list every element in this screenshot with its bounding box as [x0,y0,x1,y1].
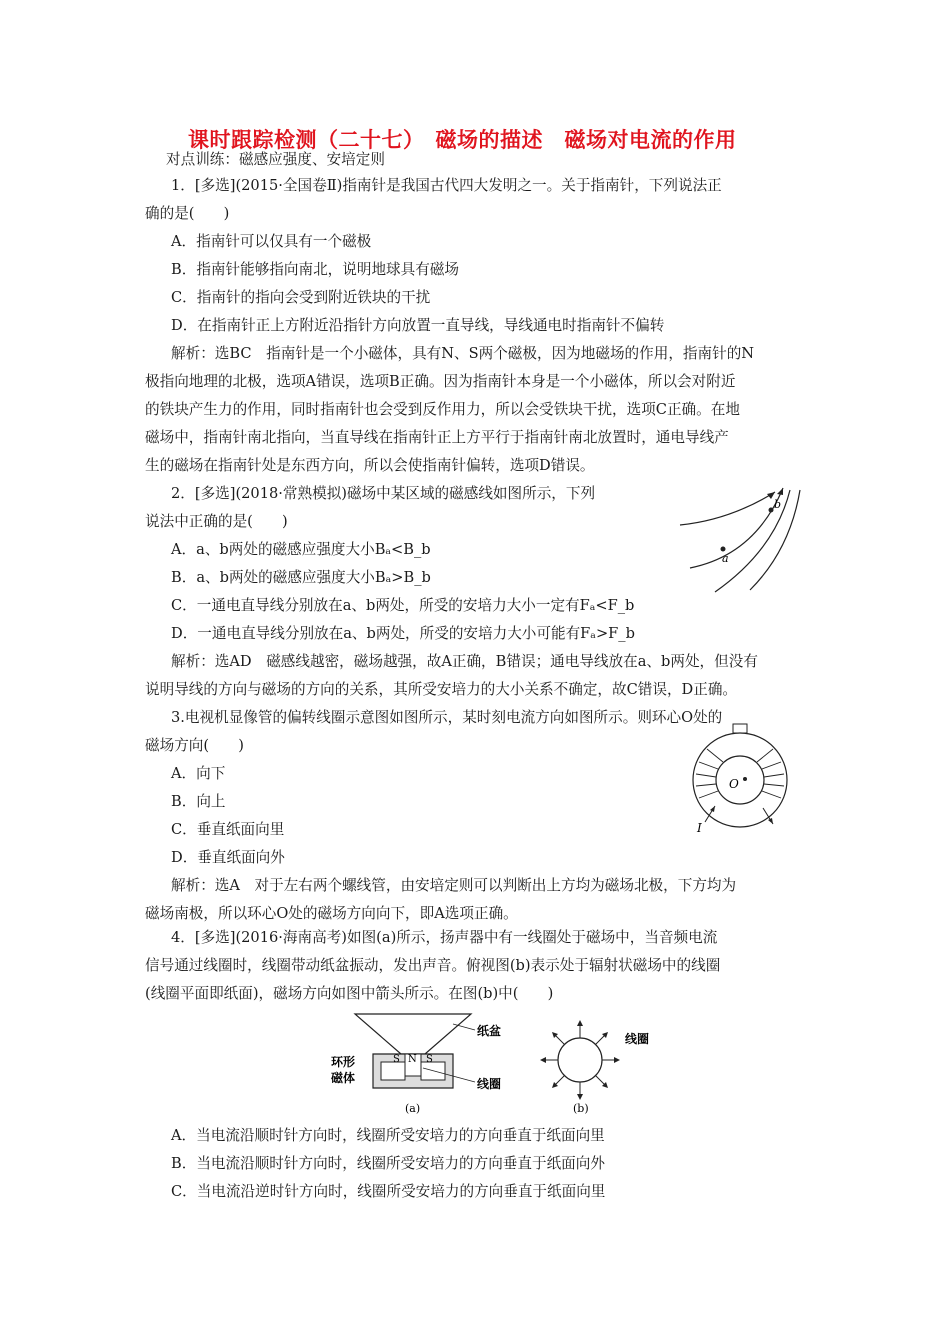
caption-a: (a) [405,1102,421,1115]
coil-label-a: 线圈 [477,1077,502,1091]
pole-n: N [408,1054,417,1065]
pole-s-left: S [393,1054,400,1065]
q1-answer-line2: 极指向地理的北极，选项A错误，选项B正确。因为指南针本身是一个小磁体，所以会对附近 [145,373,736,390]
q2-option-a: A．a、b两处的磁感应强度大小Bₐ<B_b [171,541,431,558]
q1-answer-line3: 的铁块产生力的作用，同时指南针也会受到反作用力，所以会受铁块干扰，选项C正确。在地 [145,401,740,418]
q3-answer-line1: 解析：选A 对于左右两个螺线管，由安培定则可以判断出上方均为磁场北极，下方均为 [171,877,737,894]
q2-option-c: C．一通电直导线分别放在a、b两处，所受的安培力大小一定有Fₐ<F_b [171,597,635,614]
current-arrowhead-right [768,818,773,824]
inner-ring [716,756,764,804]
magnet-label-line2: 磁体 [331,1071,356,1085]
q1-option-a: A．指南针可以仅具有一个磁极 [171,233,372,250]
outer-ring [693,733,787,827]
q3-answer-line2: 磁场南极，所以环心O处的磁场方向向下，即A选项正确。 [145,905,518,922]
q4-stem-line2: 信号通过线圈时，线圈带动纸盆振动，发出声音。俯视图(b)表示处于辐射状磁场中的线圈 [145,957,721,974]
q2-option-d: D．一通电直导线分别放在a、b两处，所受的安培力大小可能有Fₐ>F_b [171,625,635,642]
section-heading: 对点训练：磁感应强度、安培定则 [166,151,385,168]
q3-option-c: C．垂直纸面向里 [171,821,285,838]
magnet-label-line1: 环形 [331,1055,356,1069]
point-a-dot [721,547,726,552]
paper-cone [355,1014,471,1054]
q3-option-d: D．垂直纸面向外 [171,849,285,866]
q4-stem-line3: (线圈平面即纸面)，磁场方向如图中箭头所示。在图(b)中( ) [145,985,554,1002]
q4-stem-line1: 4．[多选](2016·海南高考)如图(a)所示，扬声器中有一线圈处于磁场中，当音频电流 [171,929,718,946]
point-a-label: a [722,552,729,565]
cone-label: 纸盆 [477,1024,502,1038]
speaker-figure [325,1010,665,1118]
q2-answer-line2: 说明导线的方向与磁场的方向的关系，其所受安培力的大小关系不确定，故C错误，D正确。 [145,681,738,698]
q4-option-c: C．当电流沿逆时针方向时，线圈所受安培力的方向垂直于纸面向里 [171,1183,606,1200]
q3-stem-line2: 磁场方向( ) [145,737,244,754]
q1-stem-line1: 1．[多选](2015·全国卷Ⅱ)指南针是我国古代四大发明之一。关于指南针，下列说法正 [171,177,722,194]
top-connector [733,724,747,733]
current-arrowhead-left [710,806,715,812]
q1-stem-line2: 确的是( ) [145,205,230,222]
page-title: 课时跟踪检测（二十七） 磁场的描述 磁场对电流的作用 [188,127,737,152]
deflection-coil-figure [685,722,795,837]
q4-option-a: A．当电流沿顺时针方向时，线圈所受安培力的方向垂直于纸面向里 [171,1127,605,1144]
q1-option-b: B．指南针能够指向南北，说明地球具有磁场 [171,261,460,278]
center-label: O [729,777,739,791]
point-b-dot [769,508,774,513]
q3-option-b: B．向上 [171,793,226,810]
q2-option-b: B．a、b两处的磁感应强度大小Bₐ>B_b [171,569,431,586]
q4-option-b: B．当电流沿顺时针方向时，线圈所受安培力的方向垂直于纸面向外 [171,1155,605,1172]
q3-option-a: A．向下 [171,765,226,782]
q1-answer-line5: 生的磁场在指南针处是东西方向，所以会使指南针偏转，选项D错误。 [145,457,595,474]
arrowhead-2 [777,488,783,495]
q1-answer-line4: 磁场中，指南针南北指向，当直导线在指南针正上方平行于指南针南北放置时，通电导线产 [145,429,729,446]
field-lines-figure [675,480,810,600]
q2-answer-line1: 解析：选AD 磁感线越密，磁场越强，故A正确，B错误；通电导线放在a、b两处，但没有 [171,653,758,670]
q3-stem-line1: 3.电视机显像管的偏转线圈示意图如图所示，某时刻电流方向如图所示。则环心O处的 [171,709,723,726]
field-line-1 [680,492,775,525]
caption-b: (b) [573,1102,589,1115]
q2-stem-line1: 2．[多选](2018·常熟模拟)磁场中某区域的磁感线如图所示，下列 [171,485,596,502]
q2-stem-line2: 说法中正确的是( ) [145,513,288,530]
center-dot [743,777,747,781]
current-label: I [697,821,702,835]
q1-answer-line1: 解析：选BC 指南针是一个小磁体，具有N、S两个磁极，因为地磁场的作用，指南针的N [171,345,755,362]
point-b-label: b [774,498,782,511]
field-line-2 [690,488,783,568]
q1-option-c: C．指南针的指向会受到附近铁块的干扰 [171,289,431,306]
q1-option-d: D．在指南针正上方附近沿指针方向放置一直导线，导线通电时指南针不偏转 [171,317,665,334]
pole-s-right: S [426,1054,433,1065]
coil-label-b: 线圈 [625,1032,650,1046]
